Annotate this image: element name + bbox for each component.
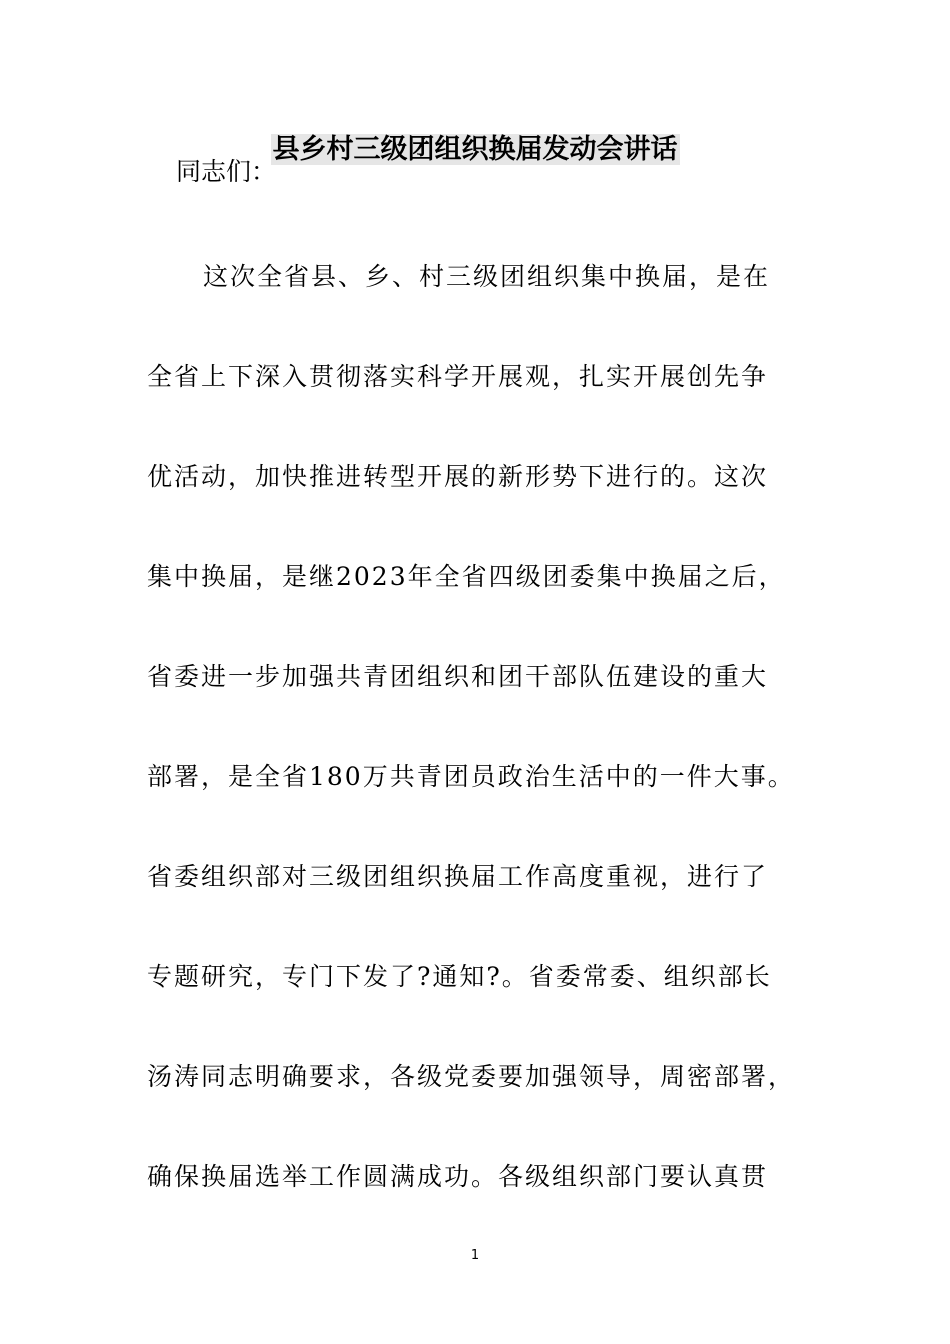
body-line: 专题研究，专门下发了?通知?。省委常委、组织部长 — [147, 962, 772, 991]
body-line: 汤涛同志明确要求，各级党委要加强领导，周密部署， — [147, 1062, 796, 1091]
body-line: 省委进一步加强共青团组织和团干部队伍建设的重大 — [147, 662, 769, 691]
body-line: 部署，是全省180万共青团员政治生活中的一件大事。 — [147, 762, 795, 791]
body-line: 集中换届，是继2023年全省四级团委集中换届之后， — [147, 562, 786, 591]
body-line: 省委组织部对三级团组织换届工作高度重视，进行了 — [147, 862, 769, 891]
body-line: 确保换届选举工作圆满成功。各级组织部门要认真贯 — [147, 1162, 769, 1191]
body-line: 全省上下深入贯彻落实科学开展观，扎实开展创先争 — [147, 362, 769, 391]
page-number: 1 — [470, 1248, 480, 1263]
document-title: 县乡村三级团组织换届发动会讲话 — [272, 134, 678, 165]
salutation: 同志们： — [176, 157, 277, 186]
body-line: 这次全省县、乡、村三级团组织集中换届，是在 — [203, 262, 771, 291]
body-line: 优活动，加快推进转型开展的新形势下进行的。这次 — [147, 462, 769, 491]
